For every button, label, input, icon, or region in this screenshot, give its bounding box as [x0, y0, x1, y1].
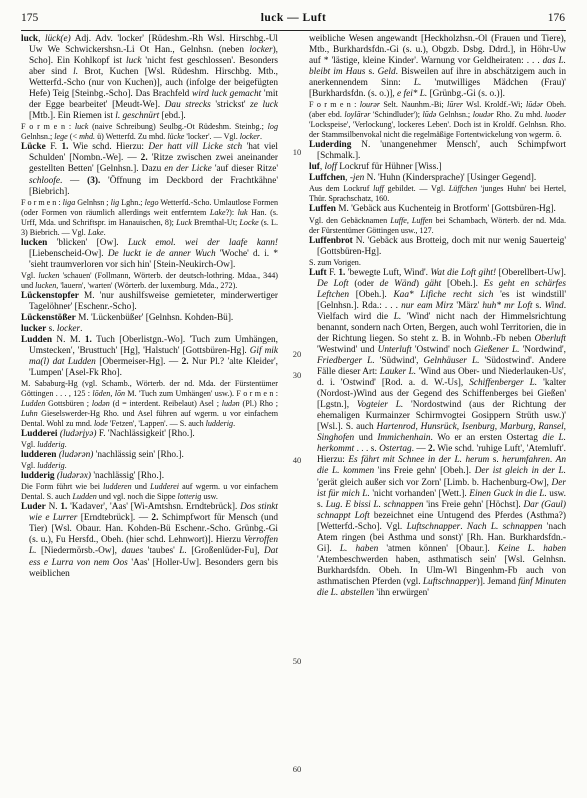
- line-number: 10: [292, 147, 302, 157]
- line-number: 30: [292, 370, 302, 380]
- etymology-note: Die Form führt wie bei ludderen und Ludderei auf wgerm. u vor einfachem Dental. S. auch Ludden und vgl. noch die Sippe lotterig usw.: [21, 482, 279, 502]
- page-number-right: 176: [547, 12, 565, 24]
- etymology-note: F o r m e n : liga Gelnhsn ; lig Lghn.; lego Wetterfd.-Scho. Umlautlose Formen (oder Formen von räumlich allerdings weit entferntem Lake?): luk Han. (s. Urff, Mda. und Schriftspr. im Hanauischen, 8); Luck Bremthal-Ut; Locke (s. L. 3) Biebrich. — Vgl. Lake.: [21, 197, 279, 237]
- dictionary-entry: lucker s. locker.: [21, 323, 83, 334]
- etymology-note: Vgl. lucken 'schauen' (Follmann, Wörterb. der deutsch-lothring. Mdaa., 344) und lucken, 'lauern', 'warten' (Wörterb. der luxemburg. Mda., 272).: [21, 270, 278, 290]
- dictionary-entry: Luffchen, -jen N. 'Huhn (Kindersprache)' [Usinger Gegend].: [309, 173, 537, 184]
- dictionary-entry: Luft F. 1. 'bewegte Luft, Wind'. Wat die Loft giht! [Oberellbert-Uw]. De Loft (oder de Wänd) gäht [Obeh.]. Es geht en schärfes Leftchen [Obeh.]. Kaa* Lifiche recht sich 'es ist windstill' [Gelnhsn.]. Rda.: . . . nur eam Mirz 'März' huh* mr Loft s. Wind. Vielfach wird die L. 'Wind' nicht nach der Himmelsrichtung benannt, sondern nach Orten, Bergen, auch wohl Territorien, die in der Richtung liegen. So steht z. B. in Wohnb.-Fb neben Oberluft 'Westwind' und Unterluft 'Ostwind' noch Gießener L. 'Nordwind', Friedberger L. 'Südwind', Gelnhäuser L. 'Südostwind'. Andere Fälle dieser Art: Lauker L. 'Wind aus Ober- und Niederlauken-Us', d. i. 'Ostwind' [Rod. a. d. W.-Us], Schiffenberger L. 'kalter (Nordost-)Wind aus der Gegend des Schiffenberges bei Gießen' [Lgstn.], Vogteier L. 'Nordostwind (aus der Richtung der ehemaligen Kurmainzer Schirmvogtei Gosippern Strüth usw.)' [Wsl.]. S. auch Hartenrod, Hunsrück, Isenburg, Marburg, Ransel, Singhofen und Immichenhain. Wo er an ersten Ostertag die L. herkommt . . . s. Ostertag. — 2. Wie schd. 'ruhige Luft', 'Atemluft'. Hierzu: Es fährt mit Schnee in der L. herum s. herumfahren. An die L. kommen 'ins Freie gehn' [Obeh.]. Der ist gleich in der L. 'gerät gleich außer sich vor Zorn' [Limb. b. Hachenburg-Ow], Der ist für mich L. 'nicht vorhanden' [Wett.]. Einen Guck in die L. usw. s. Lug. E bissi L. schnappen 'ins Freie gehn' [Höchst]. Dar (Gaul) schnappt Loft bezeichnet eine Untugend des Pferdes (Asthma?) [Wetterfd.-Scho]. Vgl. Luftschnapper. Nach L. schnappen 'nach Atem ringen (bei Asthma und sonst)' [Rh. Han. Burkhardsfdn.-Gi]. L. haben 'atmen können' [Obaur.]. Keine L. haben 'Atembeschwerden haben, asthmatisch sein' [Wsl. Gelnhsn. Burkhardsfdn. Obeh. In Ulm-Wl Bingenhm-Fb auch von asthmatischen Pferden (vgl. Luftschnapper)]. Jemand fünf Minuten die L. abstellen 'ihn erwürgen': [309, 267, 567, 598]
- etymology-note: F o r m e n : lourər Selt. Naunhm.-Bi; lūrer Wsl. Kroldf.-Wi; lūdər Obeh. (aber ebd. loylārər 'Schindluder'); lūdə Gelnhsn.; loudər Rho. Zu mhd. luoder 'Lockspeise', 'Verlockung', lockeres Leben'. Doch ist in Kroldf. Gelnhsn. Rho. der Stammsilbenvokal nicht die regelmäßige Fortentwickelung von wgerm. ō.: [309, 100, 566, 140]
- dictionary-entry: Luder N. 1. 'Kadaver', 'Aas' [Wi-Amtshsn. Erndtebrück]. Dos stinkt wie e Lurrer [Erndtebrück]. — 2. Schimpfwort für Mensch (und Tier) [Wsl. Obaur. Han. Kohden-Bü Eschenr.-Scho. Grünbg.-Gi (s. u.), Fu Hersfd., Obeh. (hier schd. Lehnwort)]. Hierzu Verroffen L. [Niedermörsb.-Ow], daues 'taubes' L. [Großenlüder-Fu], Dat ess e Lurra von nem Oos 'Aas' [Holler-Uw]. Besonders gern bis weiblichen: [21, 502, 278, 579]
- etymology-note: M. Sababurg-Hg (vgl. Schamb., Wörterb. der nd. Mda. der Fürstentümer Göttingen . . . , 125 : lōden, lōn M. 'Tuch zum Umhängen' usw.). F o r m e n : Ludden Gottsbüren ; lodən (d = interdent. Reibelaut) Asel ; ludən (Pl.) Rho ; Luhn Gieselswerder-Hg Rho. und Asel führen auf wgerm. u vor einfachem Dental. Wohl zu mnd. lode 'Fetzen', 'Lappen'. — S. auch ludderig.: [21, 379, 278, 429]
- etymology-note: Vgl. den Gebäcknamen Luffe, Luffen bei Schambach, Wörterb. der nd. Mda. der Fürstentümer Göttingen usw., 127.: [309, 215, 566, 235]
- etymology-note: Vgl. ludderig.: [21, 461, 67, 471]
- dictionary-entry: luf, loff Lockruf für Hühner [Wiss.]: [309, 162, 442, 173]
- dictionary-entry: ludderig (ludərəx) 'nachlässig' [Rho.].: [21, 471, 165, 482]
- dictionary-entry: Lücke F. 1. Wie schd. Hierzu: Der hatt vill Licke stch 'hat viel Schulden' [Nombn.-We]. — 2. 'Ritze zwischen zwei aneinander gestellten Betten' [Gelnhsn.]. Dazu en der Licke 'auf dieser Ritze' schloofe. — (3). 'Öffnung im Deckbord der Frachtkähne' [Biebrich].: [21, 142, 279, 197]
- dictionary-entry: weibliche Wesen angewandt [Heckholzhsn.-Ol (Frauen und Tiere), Mtb., Burkhardsfdn.-Gi (s. u.), Obgzb. Dsbg. Ddrd.], in Höhr-Uw auf * 'lästige, kleine Kinder'. Warnung vor Geldheiraten: . . . das L. bleibt im Haus s. Geld. Bisweilen auf ihre in abschätzigem auch in anerkennendem Sinn: L. 'mutwilliges Mädchen (Frau)' [Burkhardsfdn. (s. o.)], e fei* L. [Grünbg.-Gi (s. o.)].: [309, 34, 567, 100]
- dictionary-entry: luck, lück(e) Adj. Adv. 'locker' [Rüdeshm.-Rh Wsl. Hirschbg.-Ul Uw We Schwickershsn.-Li Ot Han., Gelnhsn. (neben locker), Scho]. Ein Kohlkopf ist luck 'nicht fest geschlossen'. Besonders aber sind l. Brot, Kuchen [Wsl. Rüdeshm. Hirschbg. Mtb., Wetterfd.-Scho (nur von Kuchen)], auch (infolge der beigefügten Hefe) Teig [Steinbg.-Scho]. Das Brachfeld wird luck gemacht 'mit der Egge bearbeitet' [Meudt-We]. Dau strecks 'strickst' ze luck [Mtb.]. Ein Riemen ist l. geschnürt [ebd.].: [21, 34, 278, 122]
- dictionary-entry: Lückenstopfer M. 'nur aushilfsweise gemieteter, minderwertiger Tagelöhner' [Eschenr.-Scho].: [21, 290, 278, 312]
- dictionary-entry: Ludderei (ludərįyə) F. 'Nachlässigkeit' [Rho.].: [21, 429, 195, 440]
- etymology-note: Vgl. ludderig.: [21, 440, 67, 450]
- line-number: 20: [292, 349, 302, 359]
- running-title: luck — Luft: [260, 12, 327, 24]
- dictionary-entry: Ludden N. M. 1. Tuch [Oberlistgn.-Wo]. 'Tuch zum Umhängen, Umstecken', 'Brusttuch' [Hg], 'Halstuch' [Gottsbüren-Hg]. Gif mik ma(l) dat Ludden [Obermeiser-Hg]. — 2. Nur Pl.? 'alte Kleider', 'Lumpen' [Asel-Fk Rho].: [21, 334, 278, 379]
- dictionary-entry: Luderding N. 'unangenehmer Mensch', auch Schimpfwort [Schmalk.].: [309, 140, 566, 162]
- line-number: 50: [292, 656, 302, 666]
- line-number: 40: [292, 455, 302, 465]
- left-column: [21, 34, 278, 580]
- dictionary-entry: ludderen (ludərən) 'nachlässig sein' [Rho.].: [21, 450, 184, 461]
- etymology-note: S. zum Vorigen.: [309, 257, 361, 267]
- page-header: [0, 12, 587, 26]
- header-rule: [21, 30, 566, 31]
- right-column: [309, 34, 566, 599]
- dictionary-entry: Luffenbrot N. 'Gebäck aus Brotteig, doch mit nur wenig Sauerteig' [Gottsbüren-Hg].: [309, 235, 566, 257]
- dictionary-entry: Lückenstößer M. 'Lückenbüßer' [Gelnhsn. Kohden-Bü].: [21, 312, 234, 323]
- dictionary-entry: Luffen M. 'Gebäck aus Kuchenteig in Brotform' [Gottsbüren-Hg].: [309, 204, 556, 215]
- etymology-note: F o r m e n : luck (naive Schreibung) Seulbg.-Ot Rüdeshm. Steinbg.; log Gelnhsn.; lege (< mhd. ü) Wetterfd. Zu mhd. lücke 'locker'. — Vgl. locker.: [21, 122, 278, 142]
- etymology-note: Aus dem Lockruf luff gebildet. — Vgl. Lüffchen 'junges Huhn' bei Hertel, Thür. Sprachschatz, 160.: [309, 184, 566, 204]
- line-number: 60: [292, 764, 302, 774]
- dictionary-entry: lucken 'blicken' [Ow]. Luck emol. wei der laafe kann! [Liebenscheid-Ow]. De luckt ie de anner Wuch 'Woche' d. i. * 'sieht traumverloren vor sich hin' [Stein-Neukirch-Ow].: [21, 237, 278, 270]
- page-number-left: 175: [21, 12, 39, 24]
